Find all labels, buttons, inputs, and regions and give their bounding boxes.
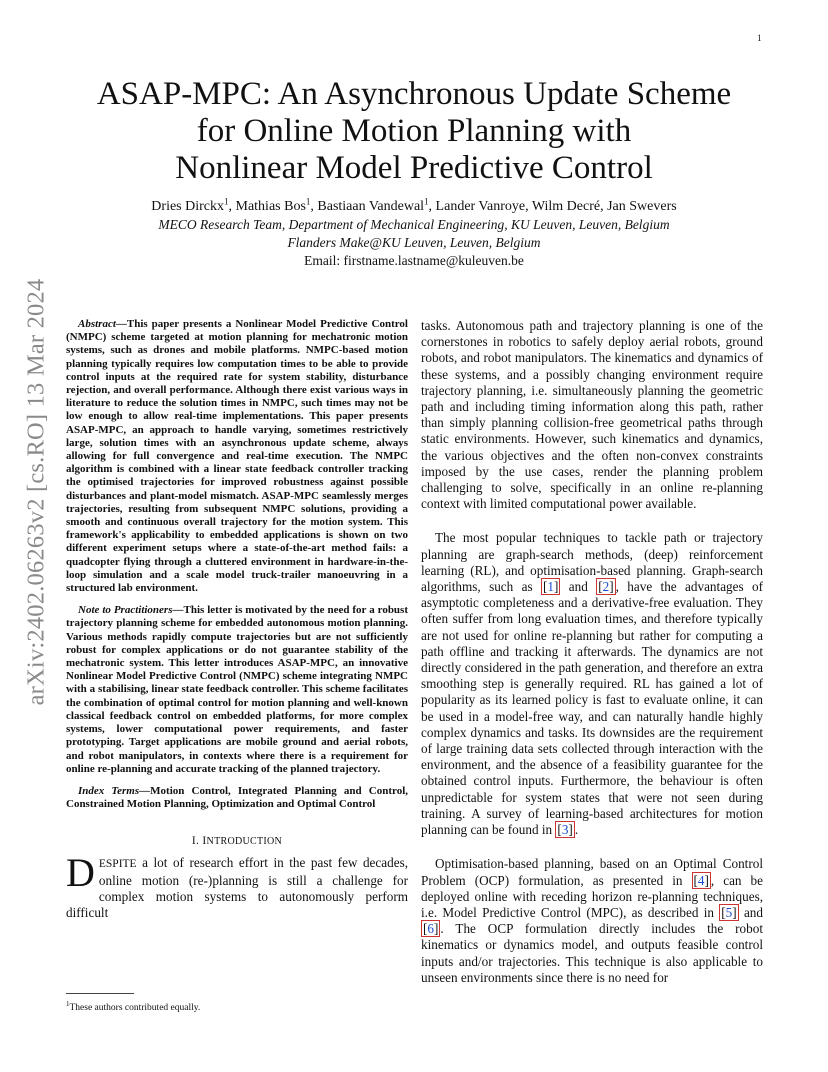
- author-mark: 1: [305, 196, 311, 207]
- paragraph-text: Optimisation-based planning, based on an Optimal Control Problem (OCP) formulation, as presented in: [421, 856, 763, 888]
- paragraph-text: and: [560, 579, 597, 595]
- author-mark: 1: [224, 196, 229, 207]
- footnote: [66, 998, 408, 1014]
- citation-link[interactable]: [ 6 ]: [421, 920, 440, 937]
- intro-first-word-rest: ESPITE: [98, 858, 137, 871]
- abstract-text: This paper presents a Nonlinear Model Predictive Control (NMPC) scheme targeted at motion planning for mechatronic motion systems, such as drones and mobile platforms. NMPC-based motion planning typically requires low computation times to be able to provide control inputs at the required rate for system stability, disturbance rejection, and overall performance. Although there exist various ways in literature to reduce the solution times in NMPC, such times may not be low enough to allow real-time implementations. This paper presents ASAP-MPC, an approach to handle varying, sometimes restrictively large, solution times with an asynchronous update scheme, always allowing for full convergence and real-time execution. The NMPC algorithm is combined with a linear state feedback controller tracking the optimised trajectories for improved robustness against possible disturbances and plant-model mismatch. ASAP-MPC seamlessly merges trajectories, resulting from subsequent NMPC solutions, providing a smooth and continuous overall trajectory for the motion system. This framework's applicability to embedded applications is shown on two different experiment setups where a state-of-the-art method fails: a quadcopter flying through a cluttered environment in hardware-in-the-loop simulation and a scale model truck-trailer manoeuvring in a structured lab environment.: [66, 318, 408, 595]
- section-heading-introduction: [66, 835, 408, 847]
- author-separator: ,: [228, 199, 236, 214]
- footnote-mark: 1: [66, 1000, 70, 1008]
- author-name: Lander Vanroye: [435, 199, 526, 214]
- author-name: Dries Dirckx: [151, 199, 224, 214]
- paragraph-text: and: [738, 904, 763, 920]
- page-number: 1: [757, 33, 762, 43]
- body-paragraph-3: [421, 856, 763, 986]
- author-list: [60, 198, 768, 216]
- citation-link[interactable]: [ 5 ]: [719, 904, 738, 921]
- author-name: Bastiaan Vandewal: [317, 199, 425, 214]
- paper-title: [60, 76, 768, 187]
- contact-email: Email: firstname.lastname@kuleuven.be: [304, 253, 524, 268]
- arxiv-identifier-stamp: [20, 278, 52, 706]
- affiliation-line-1: MECO Research Team, Department of Mechanical Engineering, KU Leuven, Leuven, Belgium: [158, 217, 670, 232]
- body-paragraph-1: tasks. Autonomous path and trajectory planning is one of the cornerstones in robotics to safely deploy aerial robots, ground robots, and robot manipulators. The kinematics and dynamics of these systems, and a possibly changing environment require trajectory planning, i.e. simultaneously planning the geometric path and including timing information along this path, rather than simply planning collision-free geometrical paths through static environments. However, such kinematics and dynamics, the various objectives and the often non-convex constraints imposed by the use cases, render the planning problem challenging to solve, specifically in an online re-planning context with limited computational power available.: [421, 318, 763, 512]
- citation-link[interactable]: [ 4 ]: [692, 872, 711, 889]
- drop-cap: D: [66, 850, 95, 896]
- right-column: [421, 318, 763, 1004]
- footnote-text: These authors contributed equally.: [69, 1003, 201, 1014]
- left-column: [66, 318, 408, 921]
- author-separator: ,: [310, 199, 318, 214]
- paragraph-text: , can be deployed online with receding horizon re-planning techniques, i.e. Model Predictive Control (MPC), as described in: [421, 872, 763, 920]
- paragraph-text: . The OCP formulation directly includes the robot kinematics or dynamics model, and outputs feasible control inputs and/or trajectories. This technique is also applicable to unseen environments since there is no need for: [421, 921, 763, 985]
- arxiv-identifier-text: arXiv:2402.06263v2 [cs.RO] 13 Mar 2024: [22, 278, 49, 706]
- citation-link[interactable]: [ 2 ]: [596, 578, 615, 595]
- practitioners-label: Note to Practitioners—: [78, 604, 184, 617]
- index-terms-label: Index Terms—: [78, 784, 151, 797]
- section-numeral: I.: [191, 835, 203, 848]
- footnote-rule: [66, 993, 134, 994]
- affiliation-line-2: Flanders Make@KU Leuven, Leuven, Belgium: [287, 235, 541, 250]
- title-line-2: for Online Motion Planning with: [196, 113, 632, 149]
- author-separator: ,: [525, 199, 532, 214]
- citation-link[interactable]: [ 1 ]: [541, 578, 560, 595]
- author-separator: ,: [600, 199, 608, 214]
- abstract-label: Abstract—: [78, 318, 127, 330]
- author-name: Mathias Bos: [235, 199, 306, 214]
- section-initial: I: [202, 835, 207, 848]
- title-line-3: Nonlinear Model Predictive Control: [175, 150, 653, 186]
- index-terms: [66, 785, 408, 811]
- author-separator: ,: [428, 199, 436, 214]
- abstract: [66, 318, 408, 595]
- paragraph-text: .: [574, 822, 579, 838]
- note-to-practitioners: [66, 604, 408, 776]
- author-name: Jan Swevers: [607, 199, 677, 214]
- intro-paragraph: [66, 850, 408, 921]
- index-terms-text: Motion Control, Integrated Planning and Control, Constrained Motion Planning, Optimization and Optimal Control: [66, 784, 408, 811]
- author-name: Wilm Decré: [531, 199, 601, 214]
- citation-link[interactable]: [ 3 ]: [555, 821, 574, 838]
- body-paragraph-2: [421, 530, 763, 838]
- paragraph-text: , have the advantages of asymptotic completeness and a derivative-free evaluation. They often suffer from long evaluation times, and therefore typically are not used for online re-planning but rather for computing a path offline and tracking it afterwards. The dynamics are not directly considered in the path generation, and therefore an extra smoothing step is generally required. RL has gained a lot of popularity as its learned policy is fast to evaluate online, it can be used in a model-free way, and can naturally handle highly complex dynamics and tasks. Its downsides are the requirement of large training data sets collected through interaction with the environment, and the absence of a feasibility guarantee for the obtained control inputs. Furthermore, the behaviour is often unpredictable for system states that were not seen during training. A survey of learning-based architectures for motion planning can be found in: [421, 579, 763, 838]
- author-mark: 1: [424, 196, 429, 207]
- title-line-1: ASAP-MPC: An Asynchronous Update Scheme: [96, 76, 732, 112]
- practitioners-text: This letter is motivated by the need for a robust trajectory planning scheme for embedded autonomous motion planning. Various methods rapidly compute trajectories but are not sufficiently robust for complex applications or do not guarantee stability of the mechatronic system. This letter introduces ASAP-MPC, an innovative Nonlinear Model Predictive Control (NMPC) scheme integrating NMPC with a stabilising, linear state feedback controller. This scheme facilitates the combination of optimal control for motion planning and well-known classical feedback control on embedded platforms, for more complex systems, lower computational power requirements, and faster prototyping. Target applications are mobile ground and aerial robots, and robot manipulators, in contexts where there is a requirement for online re-planning and accurate tracking of the planned trajectory.: [66, 604, 408, 775]
- intro-text: a lot of research effort in the past few decades, online motion (re-)planning is still a challenge for complex motion systems to autonomously perform difficult: [66, 855, 408, 920]
- paragraph-text: The most popular techniques to tackle path or trajectory planning are graph-search methods, (deep) reinforcement learning (RL), and optimisation-based planning. Graph-search algorithms, such as: [421, 530, 763, 595]
- section-title-rest: NTRODUCTION: [206, 836, 283, 848]
